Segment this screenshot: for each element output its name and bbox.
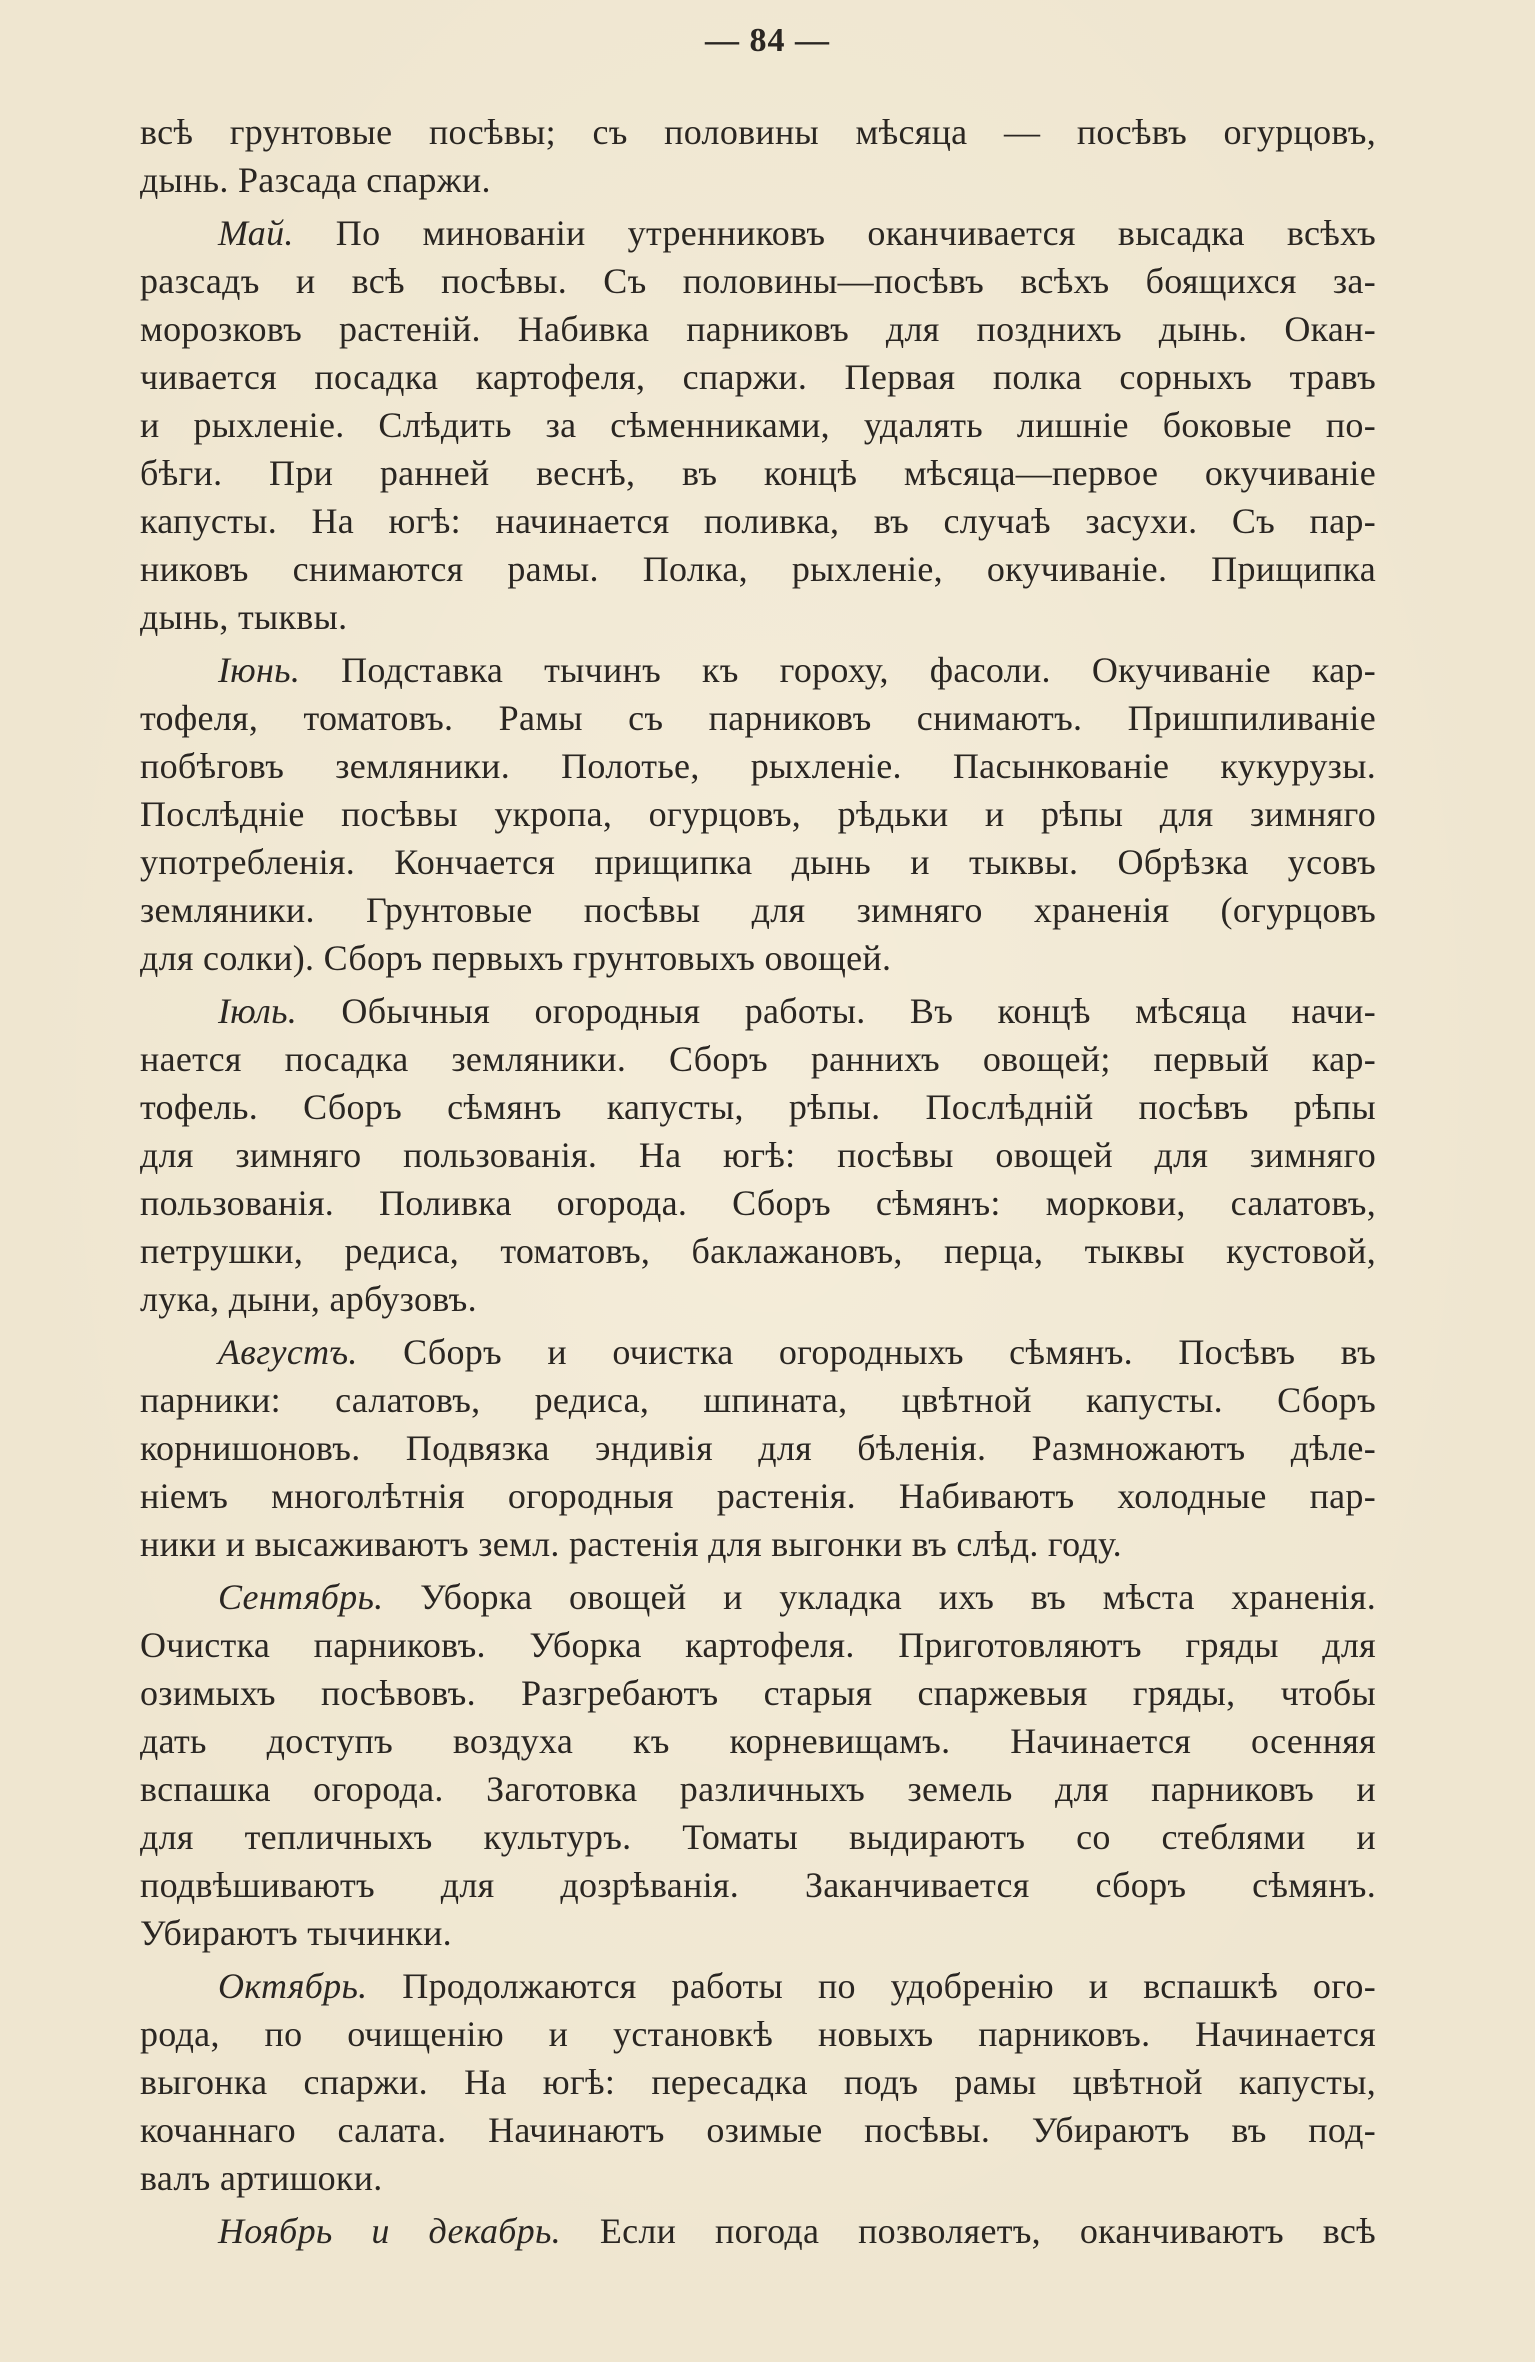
- text-line: для солки). Сборъ первыхъ грунтовыхъ овощей.: [140, 938, 892, 978]
- text-line-body: Подставка тычинъ къ гороху, фасоли. Окучиваніе кар-: [300, 650, 1376, 690]
- text-line: земляники. Грунтовые посѣвы для зимняго храненія (огурцовъ: [140, 890, 1376, 930]
- text-line: Очистка парниковъ. Уборка картофеля. Приготовляютъ гряды для: [140, 1625, 1376, 1665]
- text-line: капусты. На югѣ: начинается поливка, въ случаѣ засухи. Съ пар-: [140, 501, 1376, 541]
- text-line: для зимняго пользованія. На югѣ: посѣвы овощей для зимняго: [140, 1135, 1376, 1175]
- paragraph-october: [140, 1962, 1376, 2202]
- text-line: ніемъ многолѣтнія огородныя растенія. Набиваютъ холодные пар-: [140, 1476, 1376, 1516]
- text-column: [140, 108, 1376, 2255]
- text-line: Послѣдніе посѣвы укропа, огурцовъ, рѣдьки и рѣпы для зимняго: [140, 794, 1376, 834]
- month-heading: Сентябрь.: [218, 1577, 384, 1617]
- text-line: и рыхленіе. Слѣдить за сѣменниками, удалять лишніе боковые по-: [140, 405, 1376, 445]
- text-line: бѣги. При ранней веснѣ, въ концѣ мѣсяца—первое окучиваніе: [140, 453, 1376, 493]
- text-line: корнишоновъ. Подвязка эндивія для бѣленія. Размножаютъ дѣле-: [140, 1428, 1376, 1468]
- page-number: — 84 —: [705, 22, 830, 59]
- text-line: [140, 987, 1376, 1035]
- paragraph-june: [140, 646, 1376, 982]
- paragraph-november-december: [140, 2207, 1376, 2255]
- text-line: [140, 646, 1376, 694]
- paragraph-may: [140, 209, 1376, 641]
- text-line: тофель. Сборъ сѣмянъ капусты, рѣпы. Послѣдній посѣвъ рѣпы: [140, 1087, 1376, 1127]
- text-line: тофеля, томатовъ. Рамы съ парниковъ снимаютъ. Пришпиливаніе: [140, 698, 1376, 738]
- month-heading: Іюль.: [218, 991, 298, 1031]
- month-heading: Ноябрь и декабрь.: [218, 2211, 561, 2251]
- text-line: всѣ грунтовые посѣвы; съ половины мѣсяца — посѣвъ огурцовъ,: [140, 112, 1376, 152]
- text-line: петрушки, редиса, томатовъ, баклажановъ, перца, тыквы кустовой,: [140, 1231, 1376, 1271]
- month-heading: Май.: [218, 213, 294, 253]
- text-line: [140, 1962, 1376, 2010]
- text-line: парники: салатовъ, редиса, шпината, цвѣтной капусты. Сборъ: [140, 1380, 1376, 1420]
- text-line: ники и высаживаютъ земл. растенія для выгонки въ слѣд. году.: [140, 1524, 1122, 1564]
- text-line: кочаннаго салата. Начинаютъ озимые посѣвы. Убираютъ въ под-: [140, 2110, 1376, 2150]
- text-line: озимыхъ посѣвовъ. Разгребаютъ старыя спаржевыя гряды, чтобы: [140, 1673, 1376, 1713]
- text-line-body: Если погода позволяетъ, оканчиваютъ всѣ: [560, 2211, 1376, 2251]
- text-line: дынь, тыквы.: [140, 597, 348, 637]
- text-line-body: Уборка овощей и укладка ихъ въ мѣста храненія.: [383, 1577, 1376, 1617]
- text-line: нается посадка земляники. Сборъ раннихъ овощей; первый кар-: [140, 1039, 1376, 1079]
- month-heading: Октябрь.: [218, 1966, 368, 2006]
- paragraph-continuation: [140, 108, 1376, 204]
- text-line-body: Сборъ и очистка огородныхъ сѣмянъ. Посѣвъ въ: [357, 1332, 1376, 1372]
- text-line: разсадъ и всѣ посѣвы. Съ половины—посѣвъ всѣхъ боящихся за-: [140, 261, 1376, 301]
- text-line: [140, 209, 1376, 257]
- text-line-body: По минованіи утренниковъ оканчивается высадка всѣхъ: [293, 213, 1376, 253]
- text-line: лука, дыни, арбузовъ.: [140, 1279, 477, 1319]
- text-line-body: Обычныя огородныя работы. Въ концѣ мѣсяца начи-: [297, 991, 1376, 1031]
- text-line: морозковъ растеній. Набивка парниковъ для позднихъ дынь. Окан-: [140, 309, 1376, 349]
- text-line: никовъ снимаются рамы. Полка, рыхленіе, окучиваніе. Прищипка: [140, 549, 1376, 589]
- month-heading: Августъ.: [218, 1332, 358, 1372]
- text-line: рода, по очищенію и установкѣ новыхъ парниковъ. Начинается: [140, 2014, 1376, 2054]
- text-line: Убираютъ тычинки.: [140, 1913, 452, 1953]
- text-line: подвѣшиваютъ для дозрѣванія. Заканчивается сборъ сѣмянъ.: [140, 1865, 1376, 1905]
- text-line: валъ артишоки.: [140, 2158, 383, 2198]
- text-line: побѣговъ земляники. Полотье, рыхленіе. Пасынкованіе кукурузы.: [140, 746, 1376, 786]
- text-line: дать доступъ воздуха къ корневищамъ. Начинается осенняя: [140, 1721, 1376, 1761]
- text-line: [140, 2207, 1376, 2255]
- text-line: пользованія. Поливка огорода. Сборъ сѣмянъ: моркови, салатовъ,: [140, 1183, 1376, 1223]
- paragraph-august: [140, 1328, 1376, 1568]
- text-line: вспашка огорода. Заготовка различныхъ земель для парниковъ и: [140, 1769, 1376, 1809]
- text-line: употребленія. Кончается прищипка дынь и тыквы. Обрѣзка усовъ: [140, 842, 1376, 882]
- month-heading: Іюнь.: [218, 650, 301, 690]
- text-line: для тепличныхъ культуръ. Томаты выдираютъ со стеблями и: [140, 1817, 1376, 1857]
- text-line-body: Продолжаются работы по удобренію и вспашкѣ ого-: [367, 1966, 1376, 2006]
- text-line: [140, 1573, 1376, 1621]
- text-line: [140, 1328, 1376, 1376]
- text-line: дынь. Разсада спаржи.: [140, 160, 491, 200]
- text-line: выгонка спаржи. На югѣ: пересадка подъ рамы цвѣтной капусты,: [140, 2062, 1376, 2102]
- text-line: чивается посадка картофеля, спаржи. Первая полка сорныхъ травъ: [140, 357, 1376, 397]
- paragraph-july: [140, 987, 1376, 1323]
- paragraph-september: [140, 1573, 1376, 1957]
